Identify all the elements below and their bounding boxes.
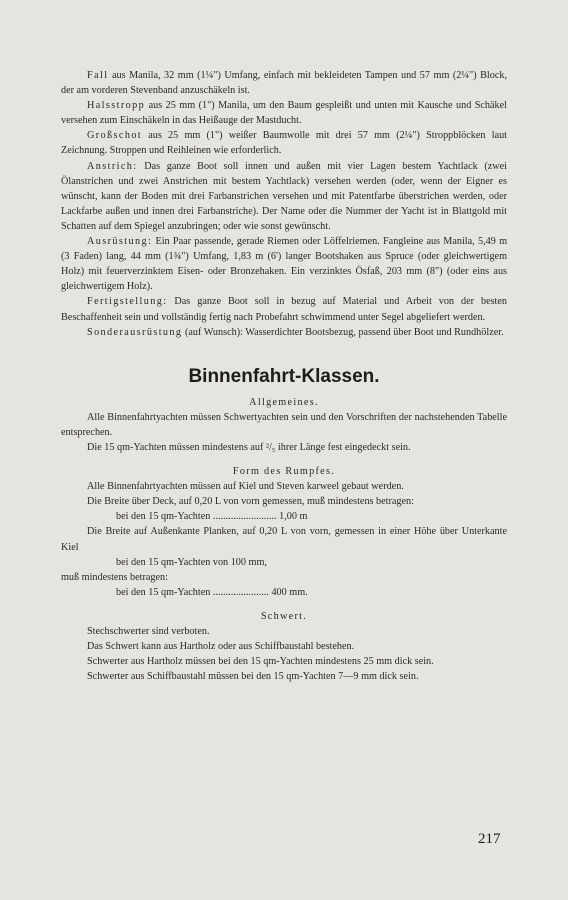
hull-rule-3: [61, 509, 507, 524]
paragraph-lead: Ausrüstung:: [87, 236, 153, 248]
paragraph-halsstropp: [61, 98, 507, 128]
sword-rule-1: Stechschwerter sind verboten.: [87, 626, 210, 637]
general-rule-2: Die 15 qm-Yachten müssen mindestens auf ²/₅ ihrer Länge fest eingedeckt sein.: [87, 441, 411, 453]
hull-rule-3-label: bei den 15 qm-Yachten .........................: [116, 511, 277, 523]
paragraph-text: aus 25 mm (1") Manila, um den Baum gespleißt und unten mit Kausche und Schäkel versehen zum Einschäkeln in das Heißauge der Mastducht.: [61, 100, 507, 127]
hull-rule-3-value: 1,00 m: [279, 511, 308, 523]
section-title: Binnenfahrt-Klassen.: [188, 365, 380, 387]
text-column: [61, 68, 507, 684]
hull-rule-7-label: bei den 15 qm-Yachten ......................: [116, 586, 269, 598]
paragraph-text: Das ganze Boot soll innen und außen mit vier Lagen bestem Yachtlack (zwei Ölanstrichen und zwei Anstrichen mit bestem Yachtlack) versehen werden (oder, wenn der Eigner es wünscht, kann der Boden mit drei Farbanstrichen versehen und mit Patentfarbe überstrichen werden, oder Lackfarbe außen und innen drei Farbanstriche). Der Name oder die Nummer der Yacht ist in Blattgold mit Schatten auf dem Spiegel anzubringen; oder wie sonst gewünscht.: [61, 160, 507, 232]
paragraph-lead: Sonderausrüstung: [87, 326, 183, 338]
paragraph-fertigstellung: [61, 294, 507, 324]
paragraph-text: Ein Paar passende, gerade Riemen oder Löffelriemen. Fangleine aus Manila, 5,49 m (3 Faden) lang, 44 mm (1¾") Umfang, 1,83 m (6') langer Bootshaken aus Spruce (oder gleichwertigem Holz) mit feuerverzinktem Eisen- oder Bronzehaken. Ein verzinktes Ösfaß, 203 mm (8") (oder eins aus gleichwertigem Holz).: [61, 236, 507, 293]
sword-rule-3: Schwerter aus Hartholz müssen bei den 15 qm-Yachten mindestens 25 mm dick sein.: [87, 656, 434, 668]
general-rule-1: Alle Binnenfahrtyachten müssen Schwertyachten sein und den Vorschriften der nachstehenden Tabelle entsprechen.: [61, 411, 507, 438]
paragraph-lead: Fertigstellung:: [87, 296, 168, 308]
paragraph-lead: Großschot: [87, 130, 143, 142]
hull-rule-7-value: 400 mm.: [271, 586, 308, 598]
paragraph-fall: [61, 68, 507, 98]
hull-rule-2: Die Breite über Deck, auf 0,20 L von vorn gemessen, muß mindestens betragen:: [87, 496, 414, 508]
hull-rule-7: [61, 585, 507, 600]
hull-rule-1: Alle Binnenfahrtyachten müssen auf Kiel und Steven karweel gebaut werden.: [87, 481, 404, 493]
paragraph-text: (auf Wunsch): Wasserdichter Bootsbezug, passend über Boot und Rundhölzer.: [182, 326, 504, 338]
page-number: 217: [478, 831, 501, 847]
subheading-form-des-rumpfes: Form des Rumpfes.: [232, 466, 336, 478]
hull-rule-5: bei den 15 qm-Yachten von 100 mm,: [116, 556, 267, 568]
paragraph-lead: Halsstropp: [87, 100, 146, 112]
paragraph-text: aus Manila, 32 mm (1¼") Umfang, einfach mit bekleideten Tampen und 57 mm (2¼") Block, der am vorderen Stevenband anzuschäkeln ist.: [61, 70, 507, 97]
paragraph-lead: Fall: [87, 70, 109, 81]
paragraph-lead: Anstrich:: [87, 160, 138, 172]
sword-rule-4: Schwerter aus Schiffbaustahl müssen bei den 15 qm-Yachten 7—9 mm dick sein.: [87, 671, 419, 683]
hull-rule-6: muß mindestens betragen:: [61, 571, 168, 583]
paragraph-anstrich: [61, 159, 507, 234]
hull-rule-4: Die Breite auf Außenkante Planken, auf 0,20 L von vorn, gemessen in einer Höhe über Unterkante Kiel: [61, 526, 507, 553]
paragraph-text: Das ganze Boot soll in bezug auf Material und Arbeit von der besten Beschaffenheit sein und vollständig fertig nach Probefahrt schwimmend unter Segel abgeliefert werden.: [61, 296, 507, 323]
paragraph-grossschot: [61, 128, 507, 158]
subheading-allgemeines: Allgemeines.: [249, 396, 319, 408]
paragraph-ausruestung: [61, 234, 507, 294]
paragraph-text: aus 25 mm (1") weißer Baumwolle mit drei 57 mm (2¼") Stroppblöcken laut Zeichnung. Stroppen und Reihleinen wie erforderlich.: [61, 130, 507, 157]
paragraph-sonderausruestung: [61, 325, 507, 340]
subheading-schwert: Schwert.: [260, 610, 308, 622]
sword-rule-2: Das Schwert kann aus Hartholz oder aus Schiffbaustahl bestehen.: [87, 641, 355, 653]
